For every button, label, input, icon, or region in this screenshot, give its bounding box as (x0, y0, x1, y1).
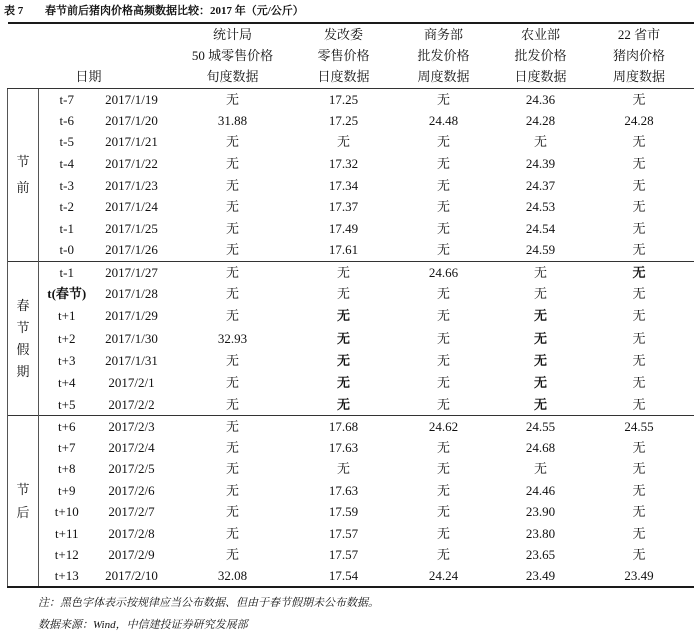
header-price-type: 批发价格 (514, 48, 567, 63)
province-cell: 无 (632, 134, 646, 150)
moa-cell: 24.37 (525, 177, 556, 193)
date-cell: 2017/1/31 (105, 352, 158, 368)
province-cell: 24.28 (624, 112, 654, 128)
moa-cell: 无 (534, 352, 548, 368)
table-row (8, 501, 694, 522)
date-cell: 2017/2/4 (108, 439, 155, 455)
province-cell: 无 (632, 546, 646, 562)
ndrc-cell: 17.49 (328, 220, 359, 236)
date-cell: 2017/2/9 (108, 546, 155, 562)
mofcom-cell: 无 (437, 352, 451, 368)
date-cell: 2017/1/22 (105, 156, 158, 172)
mofcom-cell: 无 (437, 504, 451, 520)
province-cell: 无 (632, 91, 646, 107)
nbs-cell: 31.88 (217, 112, 248, 128)
header-source: 22 省市 (617, 27, 661, 42)
nbs-cell: 无 (226, 134, 240, 150)
date-header-label: 日期 (75, 69, 102, 84)
moa-cell: 24.28 (525, 112, 556, 128)
ndrc-cell: 17.63 (328, 439, 359, 455)
nbs-cell: 无 (226, 177, 240, 193)
mofcom-cell: 无 (437, 482, 451, 498)
moa-cell: 无 (497, 261, 585, 283)
mofcom-cell: 无 (437, 546, 451, 562)
date-cell: 2017/2/7 (108, 504, 155, 520)
header-price-type: 零售价格 (317, 48, 370, 63)
moa-cell: 24.36 (525, 91, 556, 107)
province-cell: 无 (632, 352, 646, 368)
ndrc-cell: 17.63 (328, 482, 359, 498)
ndrc-cell: 无 (337, 308, 351, 324)
mofcom-cell: 无 (437, 286, 451, 302)
nbs-cell: 32.93 (217, 330, 248, 346)
period-label: t+6 (39, 416, 95, 437)
date-cell: 2017/1/20 (105, 112, 158, 128)
province-cell: 无 (632, 482, 646, 498)
nbs-cell: 无 (226, 220, 240, 236)
mofcom-header (391, 23, 497, 89)
province-cell: 无 (632, 396, 646, 412)
mofcom-cell: 无 (437, 177, 451, 193)
ndrc-cell: 17.57 (328, 546, 359, 562)
period-label: t+7 (58, 439, 76, 455)
header-price-type: 50 城零售价格 (191, 48, 274, 63)
mofcom-cell: 无 (437, 91, 451, 107)
date-cell: 2017/1/26 (105, 242, 158, 258)
ndrc-cell: 17.57 (328, 525, 359, 541)
mofcom-cell: 无 (437, 439, 451, 455)
province-cell: 无 (632, 199, 646, 215)
moa-cell: 24.54 (525, 220, 556, 236)
mofcom-cell: 24.66 (391, 261, 497, 283)
table-row (8, 372, 694, 394)
date-cell: 2017/2/10 (105, 567, 158, 583)
nbs-cell: 无 (226, 396, 240, 412)
header-frequency: 日度数据 (317, 69, 370, 84)
nbs-header (169, 23, 297, 89)
ndrc-cell: 17.25 (328, 91, 359, 107)
table-row (8, 305, 694, 327)
province-cell: 无 (632, 461, 646, 477)
mofcom-cell: 无 (437, 374, 451, 390)
group-label-post-festival (8, 416, 39, 587)
nbs-cell: 无 (226, 461, 240, 477)
date-cell: 2017/1/25 (105, 220, 158, 236)
nbs-cell: 无 (226, 91, 240, 107)
moa-cell: 24.46 (525, 482, 556, 498)
table-row (8, 523, 694, 544)
period-label: t-6 (59, 112, 74, 128)
table-number: 表 7 (4, 5, 24, 17)
province-cell: 无 (632, 177, 646, 193)
date-cell: 2017/1/28 (105, 286, 158, 302)
group-label-text: 春节假期 (16, 297, 30, 379)
nbs-cell: 无 (226, 482, 240, 498)
mofcom-cell: 24.24 (428, 567, 459, 583)
date-cell: 2017/1/27 (95, 261, 169, 283)
group-label-holiday (8, 261, 39, 416)
ndrc-cell: 无 (297, 261, 391, 283)
table-row (8, 459, 694, 480)
header-source: 商务部 (424, 27, 464, 42)
table-row (8, 89, 694, 111)
moa-cell: 23.80 (525, 525, 556, 541)
period-label: t-1 (39, 261, 95, 283)
province-header (585, 23, 694, 89)
moa-cell: 无 (534, 461, 548, 477)
header-frequency: 周度数据 (613, 69, 666, 84)
table-row (8, 153, 694, 175)
table-title-text: 春节前后猪肉价格高频数据比较：2017 年（元/公斤） (45, 5, 304, 17)
period-label: t-5 (59, 134, 74, 150)
province-cell: 无 (632, 525, 646, 541)
date-cell: 2017/2/2 (108, 396, 155, 412)
mofcom-cell: 无 (437, 396, 451, 412)
province-cell: 23.49 (624, 567, 654, 583)
group-label-text: 节前 (16, 153, 30, 195)
province-cell: 无 (632, 439, 646, 455)
date-cell: 2017/1/29 (105, 308, 158, 324)
table-row (8, 328, 694, 350)
ndrc-cell: 17.68 (297, 416, 391, 437)
ndrc-cell: 无 (337, 352, 351, 368)
period-label: t+3 (58, 352, 76, 368)
ndrc-header (297, 23, 391, 89)
date-cell: 2017/2/6 (108, 482, 155, 498)
moa-cell: 无 (534, 134, 548, 150)
nbs-cell: 无 (226, 439, 240, 455)
period-label: t+10 (54, 504, 79, 520)
table-row (8, 196, 694, 218)
period-label: t+9 (58, 482, 76, 498)
table-row (8, 480, 694, 501)
mofcom-cell: 24.62 (391, 416, 497, 437)
nbs-cell: 无 (226, 199, 240, 215)
date-cell: 2017/1/23 (105, 177, 158, 193)
mofcom-cell: 无 (437, 525, 451, 541)
moa-cell: 23.49 (525, 567, 556, 583)
province-cell: 无 (632, 156, 646, 172)
date-cell: 2017/1/24 (105, 199, 158, 215)
ndrc-cell: 17.34 (328, 177, 359, 193)
period-label: t-3 (59, 177, 74, 193)
moa-cell: 无 (534, 308, 548, 324)
moa-cell: 24.68 (525, 439, 556, 455)
period-label: t-2 (59, 199, 74, 215)
province-cell: 无 (632, 220, 646, 236)
province-cell: 无 (632, 504, 646, 520)
mofcom-cell: 无 (437, 220, 451, 236)
moa-cell: 无 (534, 396, 548, 412)
pork-price-table (7, 22, 694, 588)
period-label: t+12 (54, 546, 79, 562)
mofcom-cell: 无 (437, 330, 451, 346)
moa-cell: 23.90 (525, 504, 556, 520)
group-header-spacer (8, 23, 39, 89)
table-row (8, 437, 694, 458)
nbs-cell: 无 (226, 242, 240, 258)
date-cell: 2017/2/8 (108, 525, 155, 541)
mofcom-cell: 无 (437, 461, 451, 477)
province-cell: 无 (632, 330, 646, 346)
ndrc-cell: 17.25 (328, 112, 359, 128)
ndrc-cell: 17.32 (328, 156, 359, 172)
table-row (8, 544, 694, 565)
header-price-type: 猪肉价格 (613, 48, 666, 63)
nbs-cell: 无 (226, 308, 240, 324)
period-label: t+1 (58, 308, 76, 324)
table-row (8, 261, 694, 283)
mofcom-cell: 无 (437, 156, 451, 172)
moa-cell: 23.65 (525, 546, 556, 562)
ndrc-cell: 17.54 (328, 567, 359, 583)
moa-cell: 无 (534, 374, 548, 390)
header-price-type: 批发价格 (417, 48, 470, 63)
period-label: t+5 (58, 396, 76, 412)
ndrc-cell: 无 (337, 286, 351, 302)
province-cell: 24.55 (585, 416, 694, 437)
date-cell: 2017/1/30 (105, 330, 158, 346)
period-label: t-0 (59, 242, 74, 258)
date-cell: 2017/1/21 (105, 134, 158, 150)
moa-cell: 无 (534, 286, 548, 302)
table-row (8, 394, 694, 416)
table-row (8, 218, 694, 240)
data-source: 数据来源：Wind，中信建投证券研究发展部 (38, 619, 248, 631)
period-label: t+4 (58, 374, 76, 390)
nbs-cell: 无 (226, 525, 240, 541)
period-label: t(春节) (47, 286, 87, 302)
date-cell: 2017/1/19 (105, 91, 158, 107)
mofcom-cell: 无 (437, 308, 451, 324)
ndrc-cell: 无 (337, 374, 351, 390)
ndrc-cell: 17.59 (328, 504, 359, 520)
date-header (39, 23, 169, 89)
date-cell: 2017/2/1 (108, 374, 155, 390)
period-label: t-1 (59, 220, 74, 236)
table-row (8, 283, 694, 305)
header-row (8, 23, 694, 89)
nbs-cell: 无 (226, 352, 240, 368)
period-label: t+13 (54, 567, 79, 583)
ndrc-cell: 无 (337, 330, 351, 346)
ndrc-cell: 无 (337, 134, 351, 150)
ndrc-cell: 无 (337, 396, 351, 412)
province-cell: 无 (632, 242, 646, 258)
province-cell: 无 (632, 374, 646, 390)
header-source: 农业部 (521, 27, 561, 42)
mofcom-cell: 无 (437, 134, 451, 150)
moa-cell: 无 (534, 330, 548, 346)
period-label: t+2 (58, 330, 76, 346)
moa-cell: 24.53 (525, 199, 556, 215)
province-cell: 无 (585, 261, 694, 283)
table-row (8, 132, 694, 154)
ndrc-cell: 无 (337, 461, 351, 477)
nbs-cell: 无 (169, 261, 297, 283)
province-cell: 无 (632, 286, 646, 302)
moa-cell: 24.59 (525, 242, 556, 258)
period-label: t+11 (55, 525, 79, 541)
date-cell: 2017/2/3 (95, 416, 169, 437)
nbs-cell: 无 (226, 286, 240, 302)
header-frequency: 旬度数据 (206, 69, 259, 84)
header-source: 统计局 (213, 27, 253, 42)
moa-cell: 24.39 (525, 156, 556, 172)
group-label-text: 节后 (16, 482, 30, 521)
table-row (8, 350, 694, 372)
header-frequency: 周度数据 (417, 69, 470, 84)
mofcom-cell: 无 (437, 242, 451, 258)
header-frequency: 日度数据 (514, 69, 567, 84)
mofcom-cell: 无 (437, 199, 451, 215)
period-label: t+8 (58, 461, 76, 477)
header-source: 发改委 (324, 27, 364, 42)
table-row (8, 416, 694, 437)
nbs-cell: 无 (169, 416, 297, 437)
province-cell: 无 (632, 308, 646, 324)
table-title (4, 3, 304, 19)
footnote: 注：黑色字体表示按规律应当公布数据、但由于春节假期未公布数据。 (38, 597, 379, 609)
period-label: t-4 (59, 156, 74, 172)
period-label: t-7 (59, 91, 74, 107)
nbs-cell: 32.08 (217, 567, 248, 583)
table-row (8, 566, 694, 587)
nbs-cell: 无 (226, 546, 240, 562)
moa-cell: 24.55 (497, 416, 585, 437)
nbs-cell: 无 (226, 374, 240, 390)
nbs-cell: 无 (226, 504, 240, 520)
table-row (8, 175, 694, 197)
group-label-pre-festival (8, 89, 39, 262)
table-row (8, 110, 694, 132)
moa-header (497, 23, 585, 89)
table-row (8, 240, 694, 262)
date-cell: 2017/2/5 (108, 461, 155, 477)
ndrc-cell: 17.37 (328, 199, 359, 215)
nbs-cell: 无 (226, 156, 240, 172)
ndrc-cell: 17.61 (328, 242, 359, 258)
mofcom-cell: 24.48 (428, 112, 459, 128)
